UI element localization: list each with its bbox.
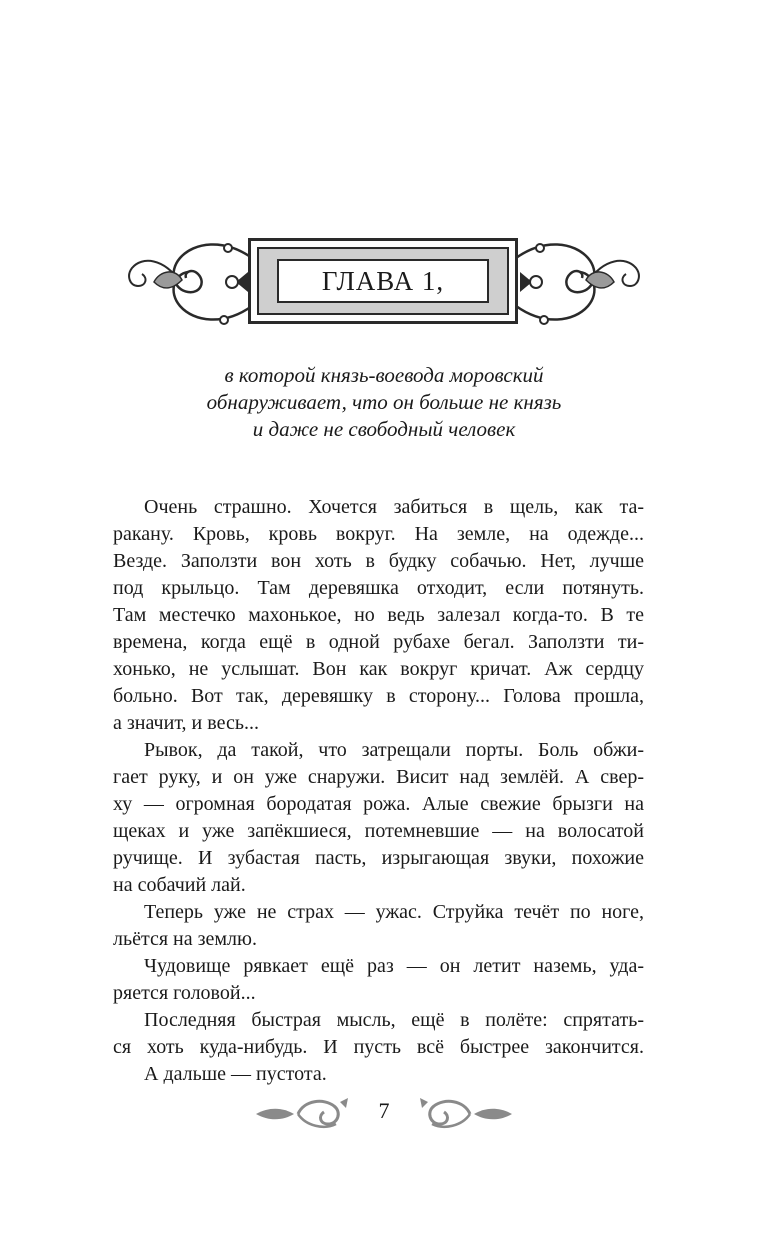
text-line: ракану. Кровь, кровь вокруг. На земле, на одежде... [113, 523, 644, 545]
subtitle-line: и даже не свободный человек [252, 417, 516, 441]
page-number: 7 [378, 1098, 390, 1123]
chapter-title: ГЛАВА 1, [321, 265, 445, 296]
text-line: ряется головой... [113, 982, 256, 1004]
text-line: Рывок, да такой, что затрещали порты. Боль обжи- [144, 739, 644, 761]
text-line: а значит, и весь... [113, 712, 259, 734]
text-line: хонько, не услышат. Вон как вокруг кричат. Аж сердцу [113, 658, 644, 680]
text-line: Чудовище рявкает ещё раз — он летит наземь, уда- [144, 955, 644, 977]
text-line: Теперь уже не страх — ужас. Струйка течёт по ноге, [144, 901, 644, 923]
text-line: больно. Вот так, деревяшку в сторону... Голова прошла, [113, 685, 644, 707]
subtitle-line: в которой князь-воевода моровский [224, 363, 544, 387]
text-line: Последняя быстрая мысль, ещё в полёте: спрятать- [144, 1009, 644, 1031]
text-line: гает руку, и он уже снаружи. Висит над землёй. А свер- [113, 766, 644, 788]
text-line: времена, когда ещё в одной рубахе бегал. Заползти ти- [113, 631, 644, 653]
text-line: Там местечко махонькое, но ведь залезал когда-то. В те [113, 604, 644, 626]
text-line: Везде. Заползти вон хоть в будку собачью. Нет, лучше [113, 550, 644, 572]
text-line: ручище. И зубастая пасть, изрыгающая звуки, похожие [113, 847, 644, 869]
text-line: на собачий лай. [113, 874, 246, 896]
subtitle-line: обнаруживает, что он больше не князь [206, 390, 562, 414]
text-line: ху — огромная бородатая рожа. Алые свежие брызги на [113, 793, 644, 815]
body-text [113, 494, 644, 1088]
text-line: А дальше — пустота. [144, 1063, 327, 1085]
text-line: Очень страшно. Хочется забиться в щель, как та- [144, 496, 644, 518]
text-line: ся хоть куда-нибудь. И пусть всё быстрее закончится. [113, 1036, 644, 1058]
page-footer [254, 1092, 514, 1136]
scroll-ornament-left-icon [124, 228, 254, 336]
text-line: щеках и уже запёкшиеся, потемневшие — на волосатой [113, 820, 644, 842]
chapter-subtitle [0, 362, 768, 443]
scroll-ornament-right-icon [514, 228, 644, 336]
text-line: под крыльцо. Там деревяшка отходит, если потянуть. [113, 577, 644, 599]
folio-ornament-right-icon [418, 1096, 514, 1132]
chapter-header [124, 228, 644, 336]
chapter-title-frame [248, 238, 518, 324]
text-line: льётся на землю. [113, 928, 257, 950]
